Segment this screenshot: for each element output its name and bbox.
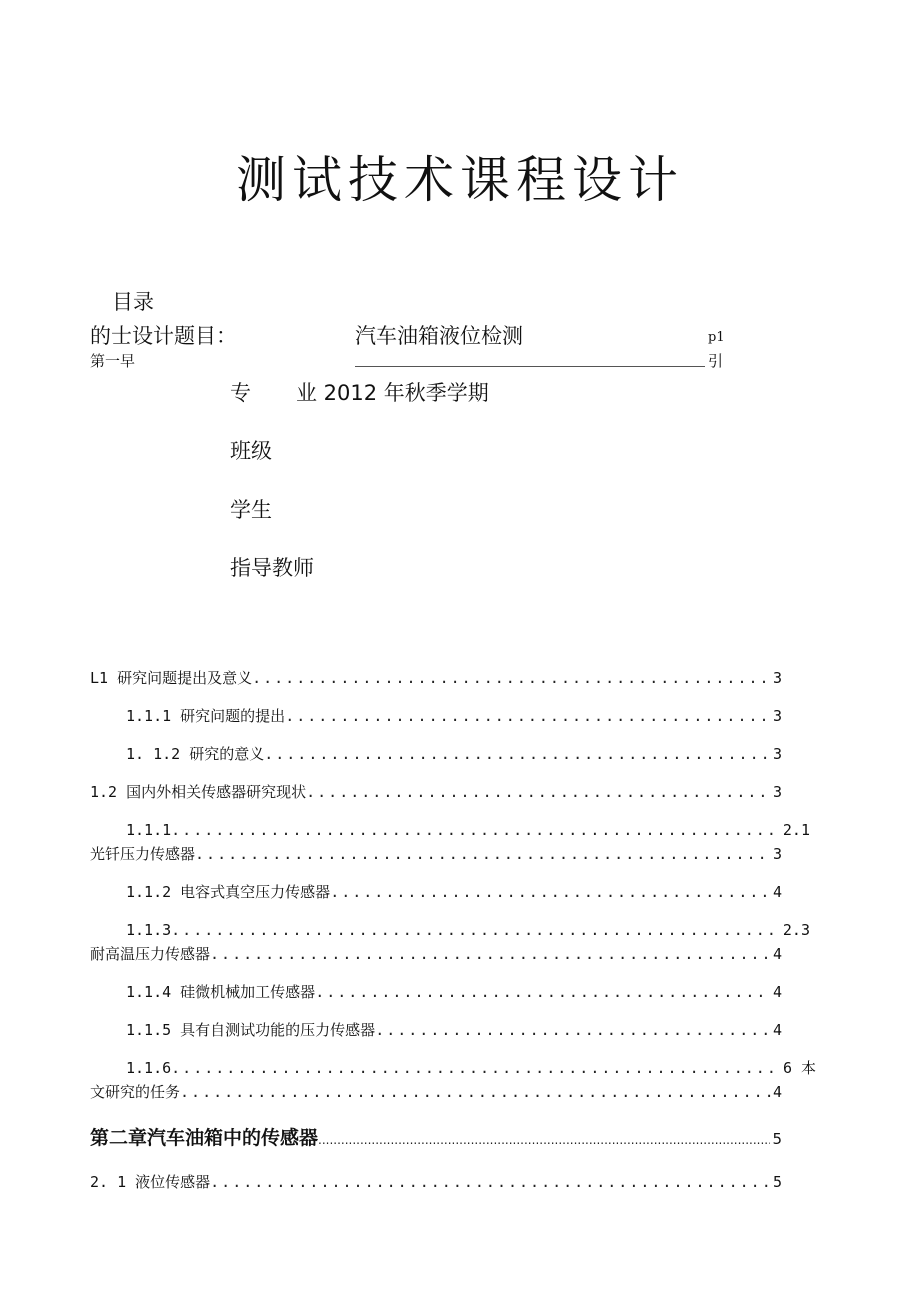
toc-entry-label: 第二章汽车油箱中的传感器 xyxy=(90,1127,319,1149)
toc-entry-page: 5 xyxy=(772,1130,782,1148)
toc-entry-page: 4 xyxy=(772,945,782,963)
toc-entry-page: 3 xyxy=(772,845,782,863)
toc-entry xyxy=(126,706,782,726)
toc-entry-page: 2.3 xyxy=(782,921,810,939)
toc-entry-label: 1.1.5 具有自测试功能的压力传感器 xyxy=(126,1021,376,1039)
toc-entry-page: 4 xyxy=(772,1021,782,1039)
toc-entry xyxy=(126,920,810,940)
toc-entry-page: 3 xyxy=(772,783,782,801)
toc-entry-label: 2. 1 液位传感器 xyxy=(90,1173,211,1191)
toc-entry-page: 3 xyxy=(772,669,782,687)
toc-entry xyxy=(126,1020,782,1040)
toc-entry xyxy=(90,844,782,864)
toc-entry-label: 1. 1.2 研究的意义 xyxy=(126,745,265,763)
major-value: 业 2012 年秋季学期 xyxy=(296,381,489,405)
toc-entry xyxy=(126,820,810,840)
student-label: 学生 xyxy=(230,498,272,522)
toc-entry-label: 1.2 国内外相关传感器研究现状 xyxy=(90,783,307,801)
toc-entry xyxy=(126,982,782,1002)
toc-entry-label: 1.1.1 研究问题的提出 xyxy=(126,707,286,725)
toc-entry xyxy=(90,1172,782,1192)
toc-entry-label: 1.1.2 电容式真空压力传感器 xyxy=(126,883,331,901)
toc-entry-label: L1 研究问题提出及意义 xyxy=(90,669,253,687)
toc-entry-label: 耐高温压力传感器 xyxy=(90,945,211,963)
toc-entry-page: 4 xyxy=(772,1083,782,1101)
chapter1-short: 第一早 xyxy=(90,352,136,370)
side-note-bottom: 引 xyxy=(708,352,724,370)
toc-entry-page: 3 xyxy=(772,707,782,725)
topic-label: 的士设计题目： xyxy=(90,324,237,348)
toc-entry xyxy=(126,1058,816,1078)
toc-entry-page: 3 xyxy=(772,745,782,763)
side-note-top: p1 xyxy=(708,330,725,345)
toc-entry-label: 光钎压力传感器 xyxy=(90,845,196,863)
toc-entry-label: 1.1.4 硅微机械加工传感器 xyxy=(126,983,316,1001)
major-label: 专 xyxy=(230,381,251,405)
toc-entry xyxy=(126,882,782,902)
toc-entry-label: 1.1.1 xyxy=(126,821,172,839)
advisor-label: 指导教师 xyxy=(230,556,314,580)
document-title: 测试技术课程设计 xyxy=(236,151,684,209)
toc-entry-page: 5 xyxy=(772,1173,782,1191)
class-label: 班级 xyxy=(230,439,272,463)
toc-entry-page: 2.1 xyxy=(782,821,810,839)
toc-entry xyxy=(90,668,782,688)
toc-entry-page: 6 本 xyxy=(782,1059,816,1077)
toc-entry xyxy=(90,944,782,964)
toc-entry xyxy=(90,782,782,802)
toc-entry-label: 1.1.3 xyxy=(126,921,172,939)
topic-underline xyxy=(355,366,705,367)
toc-entry-page: 4 xyxy=(772,983,782,1001)
toc-entry-page: 4 xyxy=(772,883,782,901)
toc-entry-label: 文研究的任务 xyxy=(90,1083,181,1101)
toc-heading: 目录 xyxy=(112,290,154,314)
topic-value: 汽车油箱液位检测 xyxy=(355,324,523,348)
toc-entry xyxy=(90,1082,782,1102)
toc-chapter-entry xyxy=(90,1128,782,1150)
toc-entry xyxy=(126,744,782,764)
toc-entry-label: 1.1.6 xyxy=(126,1059,172,1077)
